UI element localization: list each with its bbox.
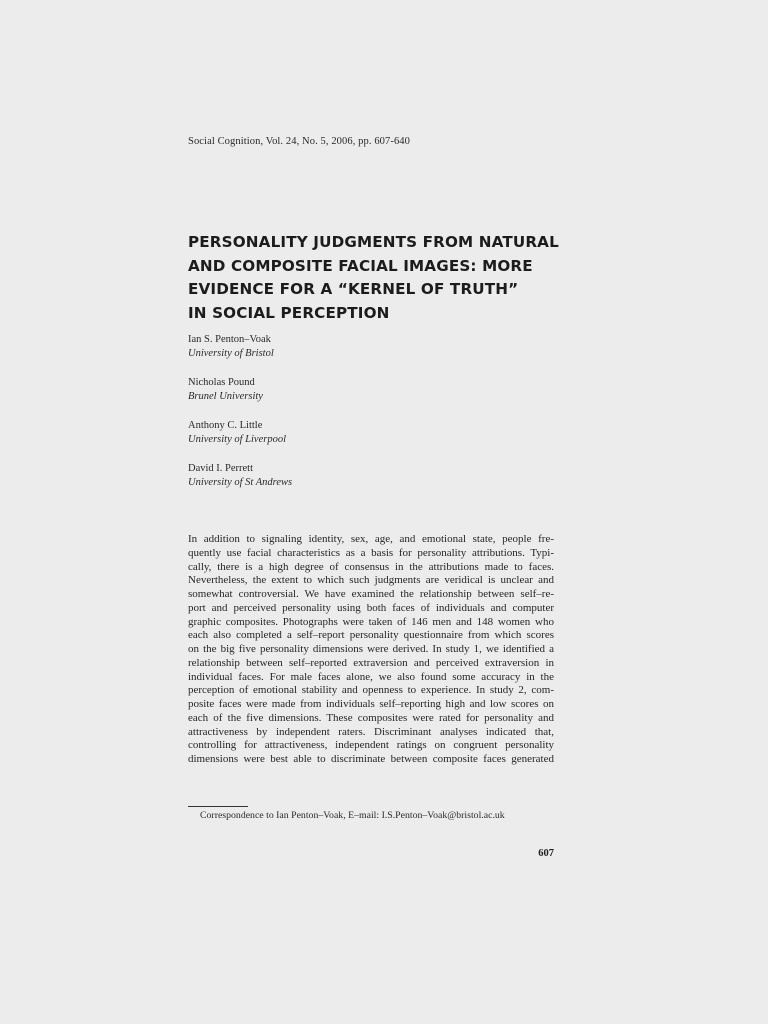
author-name: Nicholas Pound [188, 377, 255, 388]
abstract-line: dimensions were best able to discriminate between composite faces generated [188, 753, 554, 765]
author-name: Anthony C. Little [188, 420, 263, 431]
abstract [188, 533, 554, 767]
author-block [188, 333, 292, 376]
article-title [188, 231, 588, 325]
abstract-line: relationship between self–reported extraversion and perceived extraversion in [188, 656, 554, 669]
abstract-line: individual faces. For male faces alone, we also found some accuracy in the [188, 670, 554, 683]
abstract-line: Nevertheless, the extent to which such judgments are veridical is unclear and [188, 574, 554, 587]
correspondence-footnote: Correspondence to Ian Penton–Voak, E–mail: I.S.Penton–Voak@bristol.ac.uk [200, 810, 505, 821]
author-affiliation: University of Liverpool [188, 434, 286, 445]
abstract-line: posite faces were made from individuals self–reporting high and low scores on [188, 698, 554, 710]
abstract-line: controlling for attractiveness, independent ratings on congruent personality [188, 739, 554, 752]
abstract-line: graphic composites. Photographs were taken of 146 men and 148 women who [188, 615, 554, 628]
title-line: IN SOCIAL PERCEPTION [188, 303, 390, 322]
title-line: EVIDENCE FOR A “KERNEL OF TRUTH” [188, 280, 519, 298]
author-affiliation: Brunel University [188, 391, 263, 402]
journal-citation: Social Cognition, Vol. 24, No. 5, 2006, pp. 607-640 [188, 136, 411, 147]
abstract-line: attractiveness by independent raters. Discriminant analyses indicated that, [188, 725, 554, 738]
author-affiliation: University of Bristol [188, 348, 274, 359]
author-list [188, 333, 292, 505]
abstract-line: on the big five personality dimensions were derived. In study 1, we identified a [188, 643, 554, 655]
abstract-line: quently use facial characteristics as a basis for personality attributions. Typi- [188, 546, 554, 559]
title-line: AND COMPOSITE FACIAL IMAGES: MORE [188, 256, 533, 275]
abstract-line: perception of emotional stability and openness to experience. In study 2, com- [188, 684, 554, 697]
author-name: Ian S. Penton–Voak [188, 334, 271, 345]
abstract-line: each of the five dimensions. These composites were rated for personality and [188, 711, 554, 724]
abstract-line: port and perceived personality using both faces of individuals and computer [188, 601, 554, 614]
abstract-line: In addition to signaling identity, sex, age, and emotional state, people fre- [188, 533, 554, 545]
author-name: David I. Perrett [188, 463, 254, 474]
author-block [188, 462, 292, 505]
abstract-line: each also completed a self–report personality questionnaire from which scores [188, 629, 554, 642]
author-affiliation: University of St Andrews [188, 477, 293, 488]
author-block [188, 376, 292, 419]
footnote-rule [188, 806, 248, 807]
abstract-line: somewhat controversial. We have examined the relationship between self–re- [188, 588, 554, 600]
title-line: PERSONALITY JUDGMENTS FROM NATURAL [188, 233, 559, 251]
author-block [188, 419, 292, 462]
page-number: 607 [538, 848, 554, 859]
abstract-line: cally, there is a high degree of consensus in the attributions made to faces. [188, 560, 554, 573]
